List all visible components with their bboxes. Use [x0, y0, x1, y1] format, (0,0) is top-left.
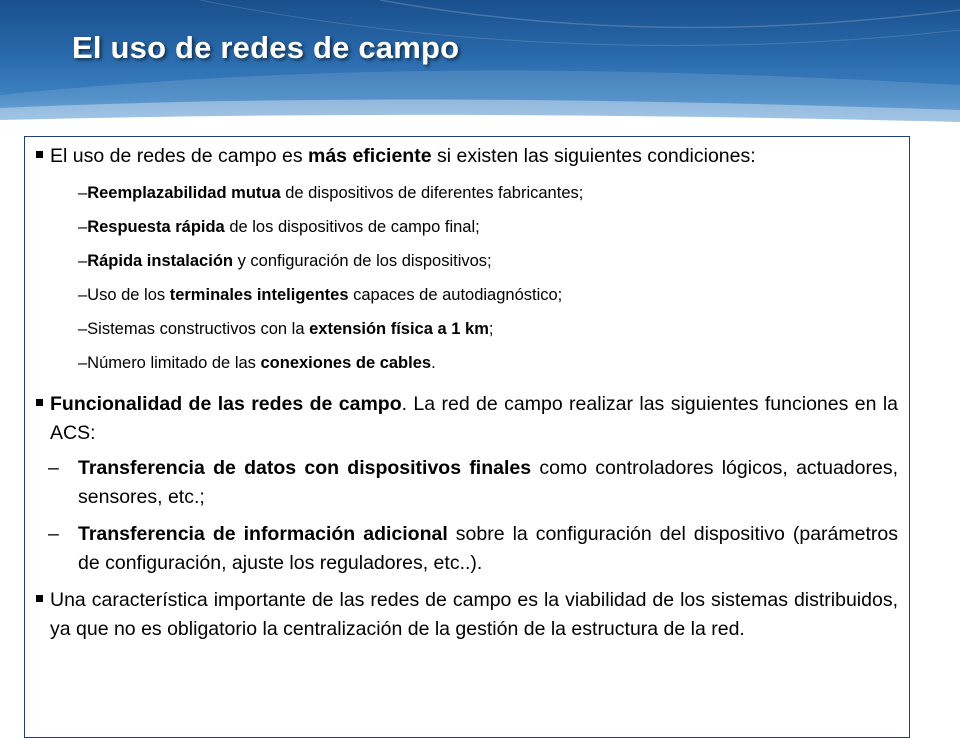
condition-bold: Respuesta rápida: [87, 218, 225, 236]
condition-item: [24, 278, 898, 312]
bullet-functionality: [24, 390, 898, 448]
condition-bold: extensión física a 1 km: [309, 320, 489, 338]
condition-text: y configuración de los dispositivos;: [232, 252, 492, 270]
bullet-bold-text: más eficiente: [308, 145, 432, 167]
condition-text: capaces de autodiagnóstico;: [348, 286, 563, 304]
condition-bold: terminales inteligentes: [169, 286, 349, 304]
square-bullet-icon: [36, 399, 43, 406]
slide-header: [0, 0, 960, 130]
function-bold: Transferencia de información adicional: [78, 523, 448, 545]
bullet-text: si existen las siguientes condiciones:: [431, 145, 756, 167]
condition-item: [24, 312, 898, 346]
bullet-distributed-systems: [24, 586, 898, 644]
condition-prefix: –: [78, 218, 88, 236]
slide-body: [24, 142, 898, 644]
bullet-text: . La red de campo realizar las siguientes funciones en la ACS:: [50, 393, 898, 444]
condition-item: [24, 346, 898, 380]
condition-bold: Rápida instalación: [87, 252, 233, 270]
slide-title: El uso de redes de campo: [72, 30, 460, 65]
condition-item: [24, 244, 898, 278]
dash-marker: –: [48, 457, 59, 479]
condition-text: ;: [488, 320, 494, 338]
dash-marker: –: [48, 523, 59, 545]
condition-text: de dispositivos de diferentes fabricantes;: [280, 184, 584, 202]
function-item: [24, 520, 898, 578]
condition-bold: Reemplazabilidad mutua: [87, 184, 281, 202]
bullet-bold-text: Funcionalidad de las redes de campo: [50, 393, 402, 415]
condition-text: de los dispositivos de campo final;: [224, 218, 480, 236]
function-bold: Transferencia de datos con dispositivos finales: [78, 457, 532, 479]
function-text: como controladores lógicos, actuadores, sensores, etc.;: [78, 457, 898, 508]
condition-prefix: –Número limitado de las: [78, 354, 261, 372]
square-bullet-icon: [36, 151, 43, 158]
condition-prefix: –: [78, 184, 88, 202]
function-item: [24, 454, 898, 512]
condition-bold: conexiones de cables: [260, 354, 432, 372]
bullet-text: El uso de redes de campo es: [50, 145, 308, 167]
condition-prefix: –Uso de los: [78, 286, 170, 304]
bullet-text: Una característica importante de las redes de campo es la viabilidad de los sistemas distribuidos, ya que no es obligatorio la centralización de la gestión de la estructura de la red.: [50, 589, 898, 640]
condition-text: .: [431, 354, 436, 372]
function-text: sobre la configuración del dispositivo (parámetros de configuración, ajuste los reguladores, etc..).: [78, 523, 898, 574]
condition-prefix: –Sistemas constructivos con la: [78, 320, 310, 338]
bullet-efficiency: [24, 142, 898, 171]
condition-item: [24, 210, 898, 244]
square-bullet-icon: [36, 595, 43, 602]
condition-prefix: –: [78, 252, 88, 270]
condition-item: [24, 176, 898, 210]
